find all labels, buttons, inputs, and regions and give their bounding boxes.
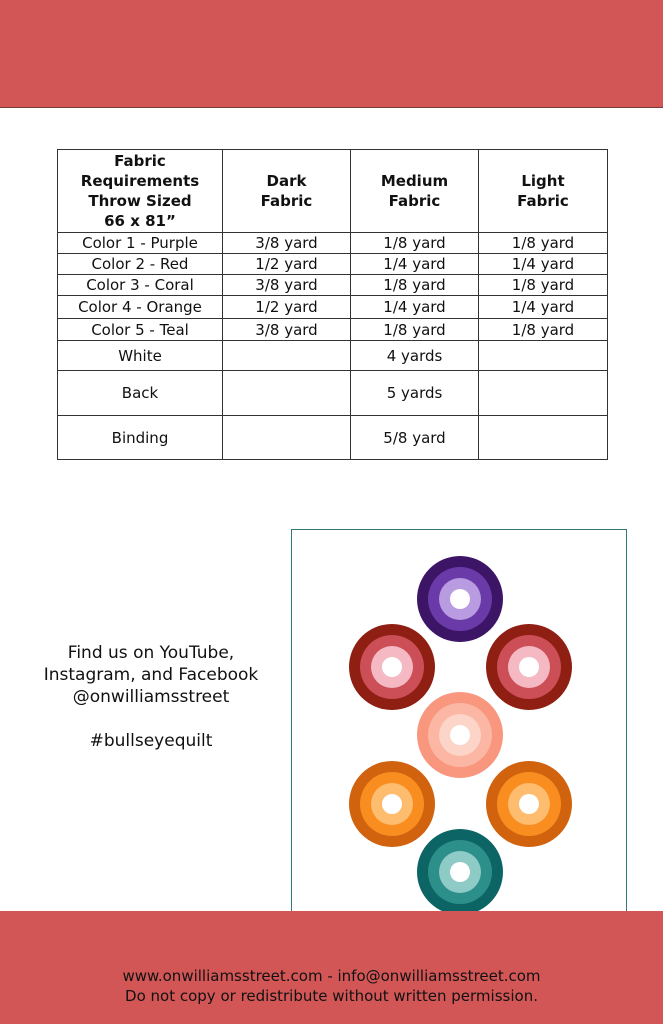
footer-contact: www.onwilliamsstreet.com - info@onwilliamsstreet.com: [122, 967, 541, 985]
teal-ring-4: [450, 862, 470, 882]
header-medium: Medium Fabric: [351, 150, 479, 233]
coral-ring-4: [450, 725, 470, 745]
row-label: Binding: [58, 416, 223, 460]
purple-ring-4: [450, 589, 470, 609]
orange-bullseye: [486, 761, 572, 847]
row-label: White: [58, 341, 223, 371]
light-cell: 1/8 yard: [479, 275, 608, 296]
row-label: Color 5 - Teal: [58, 319, 223, 341]
purple-bullseye: [417, 556, 503, 642]
medium-cell: 4 yards: [351, 341, 479, 371]
medium-cell: 1/8 yard: [351, 233, 479, 254]
dark-cell: [223, 341, 351, 371]
header-light: Light Fabric: [479, 150, 608, 233]
medium-cell: 1/4 yard: [351, 254, 479, 275]
social-line-2: Instagram, and Facebook: [43, 665, 259, 685]
footer-copyright: Do not copy or redistribute without written permission.: [125, 987, 538, 1005]
orange-ring-4: [519, 794, 539, 814]
quilt-illustration: [292, 530, 625, 938]
orange-ring-4: [382, 794, 402, 814]
light-cell: 1/8 yard: [479, 319, 608, 341]
light-cell: [479, 371, 608, 416]
table-row: [58, 296, 608, 319]
light-cell: 1/4 yard: [479, 254, 608, 275]
coral-bullseye: [417, 692, 503, 778]
medium-cell: 1/8 yard: [351, 319, 479, 341]
row-label: Color 4 - Orange: [58, 296, 223, 319]
dark-cell: 3/8 yard: [223, 275, 351, 296]
table-row: [58, 371, 608, 416]
red-bullseye: [486, 624, 572, 710]
row-label: Color 2 - Red: [58, 254, 223, 275]
dark-cell: 3/8 yard: [223, 233, 351, 254]
light-cell: 1/8 yard: [479, 233, 608, 254]
table-header-row: [58, 150, 608, 233]
header-band: [0, 0, 663, 108]
light-cell: 1/4 yard: [479, 296, 608, 319]
social-info: [20, 642, 282, 752]
medium-cell: 1/8 yard: [351, 275, 479, 296]
table-row: [58, 254, 608, 275]
table-row: [58, 233, 608, 254]
table-row: [58, 319, 608, 341]
dark-cell: 1/2 yard: [223, 296, 351, 319]
quilt-preview: [291, 529, 627, 940]
row-label: Color 1 - Purple: [58, 233, 223, 254]
table-row: [58, 416, 608, 460]
table-row: [58, 275, 608, 296]
medium-cell: 5/8 yard: [351, 416, 479, 460]
teal-bullseye: [417, 829, 503, 915]
dark-cell: [223, 371, 351, 416]
medium-cell: 1/4 yard: [351, 296, 479, 319]
red-ring-4: [382, 657, 402, 677]
table-row: [58, 341, 608, 371]
row-label: Back: [58, 371, 223, 416]
light-cell: [479, 416, 608, 460]
dark-cell: 1/2 yard: [223, 254, 351, 275]
header-requirements: Fabric Requirements Throw Sized 66 x 81”: [58, 150, 223, 233]
row-label: Color 3 - Coral: [58, 275, 223, 296]
footer: [0, 966, 663, 1006]
fabric-requirements-table: [57, 149, 608, 460]
red-bullseye: [349, 624, 435, 710]
dark-cell: 3/8 yard: [223, 319, 351, 341]
social-line-1: Find us on YouTube,: [67, 643, 235, 663]
light-cell: [479, 341, 608, 371]
header-dark: Dark Fabric: [223, 150, 351, 233]
red-ring-4: [519, 657, 539, 677]
social-handle: @onwilliamsstreet: [72, 687, 230, 707]
medium-cell: 5 yards: [351, 371, 479, 416]
dark-cell: [223, 416, 351, 460]
hashtag: #bullseyequilt: [89, 731, 213, 751]
orange-bullseye: [349, 761, 435, 847]
